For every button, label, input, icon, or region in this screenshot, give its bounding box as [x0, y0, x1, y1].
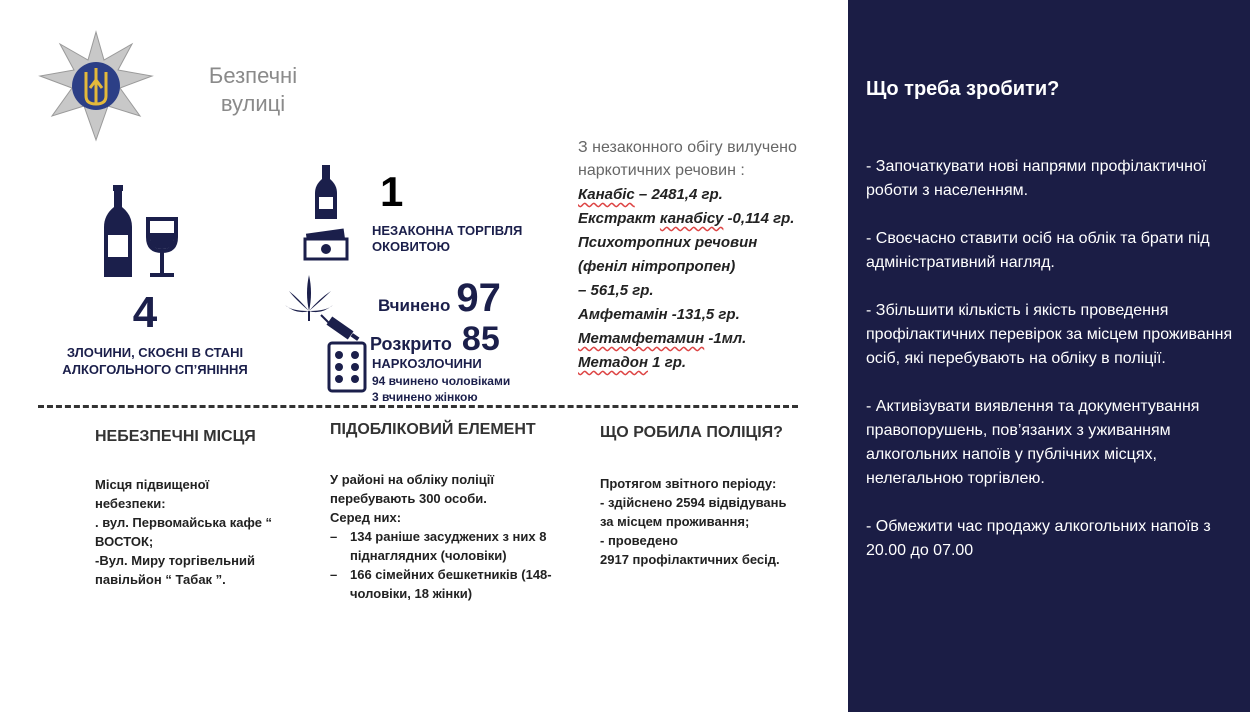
text-line: Серед них: [330, 510, 402, 525]
text-line: за місцем проживання; [600, 514, 750, 529]
recommendations-list [866, 155, 1250, 587]
committed-label: Вчинено [378, 296, 451, 315]
money-icon [305, 228, 347, 259]
syringe-icon [321, 315, 359, 341]
drug-crimes-label: НАРКОЗЛОЧИНИ [372, 356, 482, 371]
solved-number: 85 [461, 320, 500, 358]
list-item: - Започаткувати нові напрями профілактичної роботи з населенням. [866, 158, 1207, 199]
drug-crimes-men: 94 вчинено чоловіками [372, 374, 511, 388]
registered-element-title: ПІДОБЛІКОВИЙ ЕЛЕМЕНТ [330, 421, 536, 438]
middle-icons [285, 165, 370, 395]
registered-list [330, 527, 580, 603]
list-item: - Обмежити час продажу алкогольних напоїв з 20.00 до 07.00 [866, 518, 1211, 559]
crimes-label: ЗЛОЧИНИ, СКОЄНІ В СТАНІ АЛКОГОЛЬНОГО СП’ЯНІННЯ [62, 345, 248, 377]
brand-line-2: вулиці [220, 91, 286, 116]
list-item: - Своєчасно ставити осіб на облік та брати під адміністративний нагляд. [866, 230, 1210, 271]
solved-stat [370, 320, 500, 359]
list-item: – 561,5 гр. [578, 282, 654, 299]
text-line: перебувають 300 особи. [330, 491, 487, 506]
crimes-count: 4 [132, 288, 158, 337]
list-item: Екстракт канабісу -0,114 гр. [578, 210, 795, 227]
list-item: – 134 раніше засуджених з них 8 піднаглядних (чоловіки) [330, 527, 580, 565]
text-line: -Вул. Миру торгівельний [95, 553, 255, 568]
committed-number: 97 [456, 276, 501, 320]
text-line: ВОСТОК; [95, 534, 154, 549]
list-item: Метадон 1 гр. [578, 354, 687, 371]
dangerous-places-body [95, 475, 315, 589]
panel-title: Що треба зробити? [866, 78, 1060, 100]
list-item: Амфетамін -131,5 гр. [578, 306, 740, 323]
text-line: - проведено [600, 533, 678, 548]
text-line: небезпеки: [95, 496, 166, 511]
registered-element-body [330, 470, 580, 603]
recommendations-panel [848, 0, 1250, 712]
text-line: 2917 профілактичних бесід. [600, 552, 780, 567]
brand-line-1: Безпечні [208, 63, 298, 88]
text-line: - здійснено 2594 відвідувань [600, 495, 787, 510]
bottle-icon [315, 165, 337, 219]
solved-label: Розкрито [370, 334, 452, 354]
police-actions-body [600, 474, 830, 569]
text-line: Місця підвищеної [95, 477, 210, 492]
drug-crimes-women: 3 вчинено жінкою [372, 390, 478, 404]
police-actions-title: ЩО РОБИЛА ПОЛІЦІЯ? [600, 424, 783, 441]
text-line: Протягом звітного періоду: [600, 476, 777, 491]
police-badge-icon [36, 30, 156, 142]
dangerous-places-title: НЕБЕЗПЕЧНІ МІСЦЯ [95, 428, 256, 445]
illegal-trade-count: 1 [380, 168, 404, 215]
brand-title [188, 62, 318, 118]
alcohol-icons [100, 185, 190, 280]
text-line: павільйон “ Табак ”. [95, 572, 226, 587]
list-item: – 166 сімейних бешкетників (148-чоловіки, 18 жінки) [330, 565, 580, 603]
list-item: (феніл нітропропен) [578, 258, 736, 275]
committed-stat [378, 276, 501, 321]
dashed-divider [38, 405, 798, 408]
illegal-trade-label: НЕЗАКОННА ТОРГІВЛЯ ОКОВИТОЮ [372, 223, 523, 254]
list-item: Канабіс – 2481,4 гр. [578, 186, 723, 203]
cannabis-leaf-icon [285, 275, 333, 321]
list-item: Метамфетамин -1мл. [578, 330, 747, 347]
list-item: Психотропних речовин [578, 234, 758, 251]
list-item: - Активізувати виявлення та документування правопорушень, пов’язаних з уживанням алкогольних напоїв у публічних місцях, нелегальною торгівлею. [866, 398, 1200, 487]
text-line: У районі на обліку поліції [330, 472, 495, 487]
text-line: . вул. Первомайська кафе “ [95, 515, 273, 530]
seized-intro: З незаконного обігу вилучено наркотичних речовин : [578, 139, 797, 179]
seized-list [578, 183, 848, 375]
pills-icon [329, 343, 365, 391]
bottle-icon [104, 185, 132, 277]
list-item: - Збільшити кількість і якість проведення профілактичних перевірок за місцем проживання осіб, які перебувають на обліку в поліції. [866, 302, 1233, 367]
